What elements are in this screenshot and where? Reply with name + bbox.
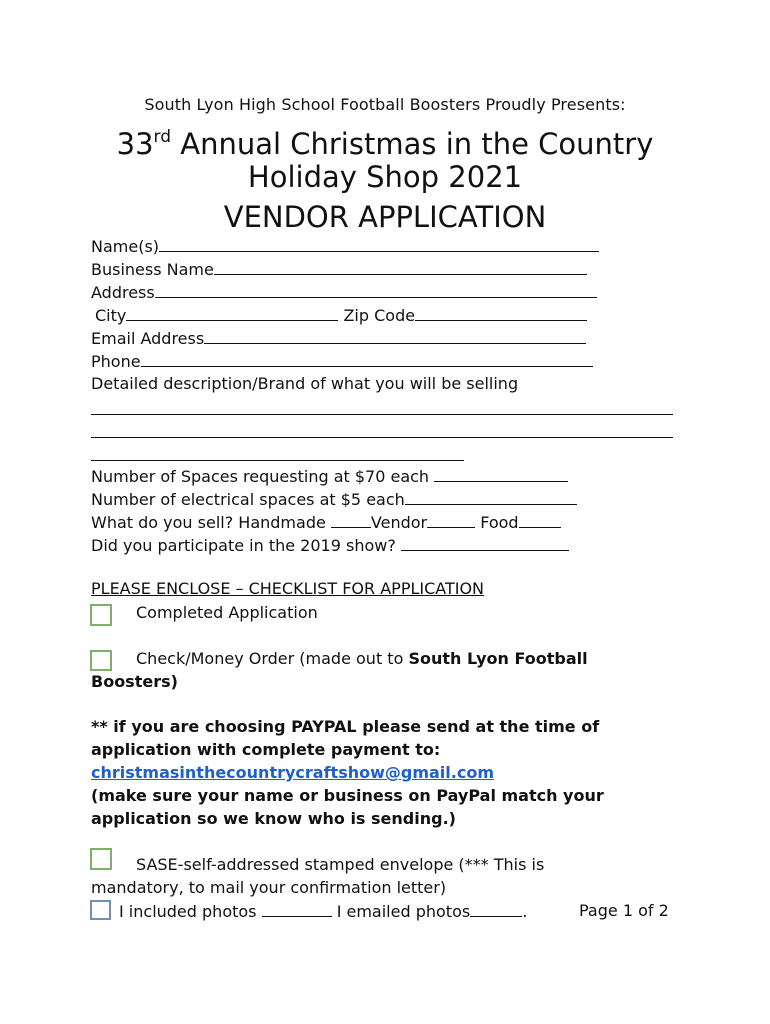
- description-line-2[interactable]: [91, 436, 673, 438]
- electrical-line[interactable]: [405, 489, 577, 505]
- photos-checkbox[interactable]: [90, 900, 111, 920]
- page-number: Page 1 of 2: [579, 901, 669, 920]
- title-number: 33: [116, 127, 154, 161]
- paypal-line-1: ** if you are choosing PAYPAL please send at the time of: [91, 717, 600, 736]
- sase-checkbox[interactable]: [90, 848, 112, 870]
- food-line[interactable]: [519, 512, 561, 528]
- checklist-heading: PLEASE ENCLOSE – CHECKLIST FOR APPLICATION: [91, 579, 485, 598]
- address-field[interactable]: [91, 282, 597, 303]
- business-name-line[interactable]: [214, 259, 587, 275]
- email-label: Email Address: [91, 329, 205, 348]
- names-line[interactable]: [159, 236, 599, 252]
- description-line-3[interactable]: [91, 459, 464, 461]
- photos-field[interactable]: [119, 901, 527, 922]
- presents-line: South Lyon High School Football Boosters Proudly Presents:: [144, 95, 626, 114]
- photos-included-label: I included photos: [119, 902, 257, 921]
- address-label: Address: [91, 283, 155, 302]
- names-field[interactable]: [91, 236, 599, 257]
- vendor-label: Vendor: [370, 513, 428, 532]
- check-money-order-checkbox[interactable]: [90, 650, 112, 671]
- zip-line[interactable]: [415, 305, 587, 321]
- participate-line[interactable]: [401, 535, 569, 551]
- title-line-2: Holiday Shop 2021: [247, 160, 523, 194]
- completed-application-checkbox[interactable]: [90, 604, 112, 626]
- electrical-label: Number of electrical spaces at $5 each: [91, 490, 405, 509]
- city-line[interactable]: [126, 305, 338, 321]
- paypal-line-2: application with complete payment to:: [91, 740, 441, 759]
- names-label: Name(s): [91, 237, 160, 256]
- email-field[interactable]: [91, 328, 586, 349]
- zip-label: Zip Code: [343, 306, 416, 325]
- vendor-line[interactable]: [427, 512, 475, 528]
- title-line-1-rest: Annual Christmas in the Country: [171, 127, 654, 161]
- photos-emailed-label: I emailed photos: [336, 902, 471, 921]
- participate-field[interactable]: [91, 535, 569, 556]
- title-line-3: VENDOR APPLICATION: [223, 200, 547, 234]
- title-superscript: rd: [153, 127, 172, 147]
- address-line[interactable]: [155, 282, 597, 298]
- sase-label-line-2: mandatory, to mail your confirmation letter): [91, 878, 447, 897]
- business-name-field[interactable]: [91, 259, 587, 280]
- sell-prefix-label: What do you sell? Handmade: [91, 513, 326, 532]
- sase-label-line-1: SASE-self-addressed stamped envelope (*** This is: [136, 855, 545, 874]
- photos-included-line[interactable]: [262, 901, 332, 917]
- handmade-line[interactable]: [331, 512, 371, 528]
- electrical-field[interactable]: [91, 489, 577, 510]
- photos-end-punct: .: [522, 902, 528, 921]
- completed-application-label: Completed Application: [136, 603, 318, 622]
- check-money-order-prefix: Check/Money Order (made out to: [136, 649, 409, 668]
- participate-label: Did you participate in the 2019 show?: [91, 536, 396, 555]
- paypal-email-link[interactable]: christmasinthecountrycraftshow@gmail.com: [91, 763, 494, 782]
- photos-emailed-line[interactable]: [470, 901, 522, 917]
- city-zip-field[interactable]: [95, 305, 587, 326]
- business-name-label: Business Name: [91, 260, 214, 279]
- check-money-order-label: [136, 649, 588, 669]
- check-money-order-payee: South Lyon Football: [408, 649, 588, 668]
- description-label: Detailed description/Brand of what you will be selling: [91, 374, 519, 393]
- spaces-line[interactable]: [434, 466, 568, 482]
- phone-line[interactable]: [141, 351, 593, 367]
- city-label: City: [95, 306, 127, 325]
- description-line-1[interactable]: [91, 413, 673, 415]
- email-line[interactable]: [204, 328, 586, 344]
- title-line-1: [0, 118, 770, 163]
- phone-field[interactable]: [91, 351, 593, 372]
- spaces-field[interactable]: [91, 466, 568, 487]
- food-label: Food: [480, 513, 519, 532]
- check-money-order-payee-cont: Boosters): [91, 672, 178, 691]
- phone-label: Phone: [91, 352, 141, 371]
- paypal-line-3: (make sure your name or business on PayPal match your: [91, 786, 604, 805]
- sell-type-field[interactable]: [91, 512, 561, 533]
- paypal-instructions: [91, 715, 691, 830]
- spaces-label: Number of Spaces requesting at $70 each: [91, 467, 430, 486]
- paypal-line-4: application so we know who is sending.): [91, 809, 456, 828]
